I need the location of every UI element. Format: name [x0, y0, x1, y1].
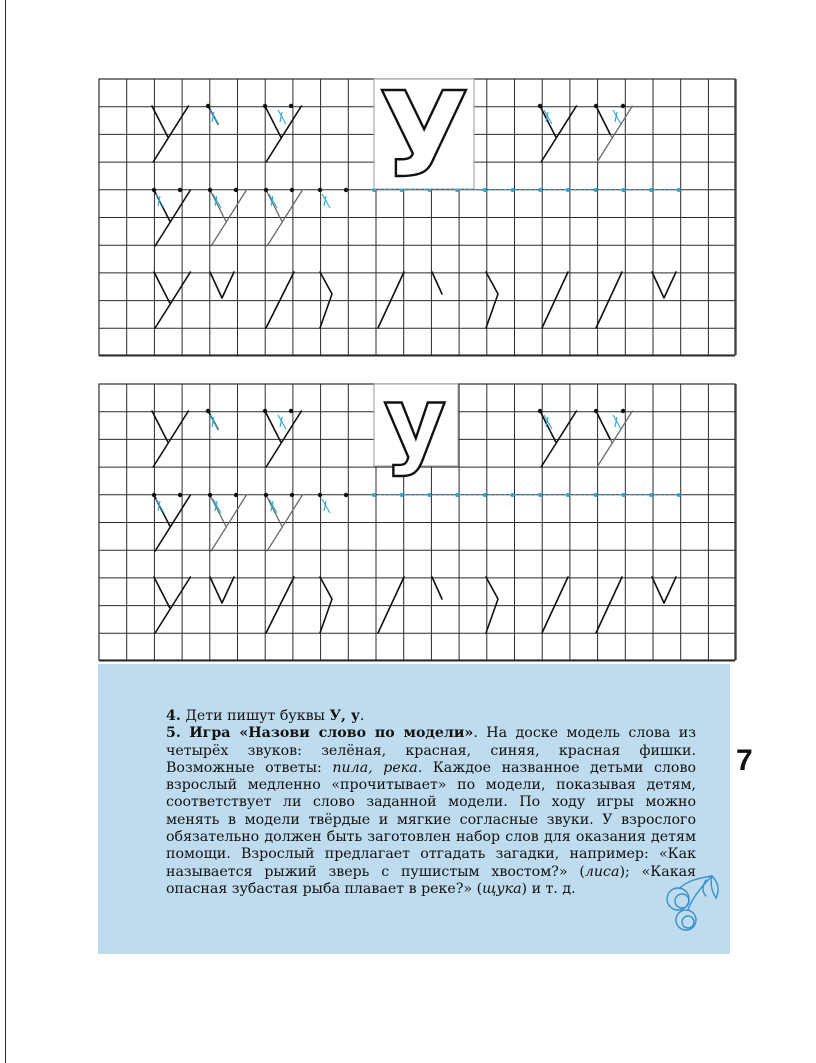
- direction-arrow: [269, 194, 277, 208]
- page-number: 7: [736, 744, 753, 777]
- direction-arrow: [156, 499, 164, 513]
- start-dot: [318, 493, 322, 497]
- start-dot: [263, 104, 267, 108]
- direction-arrow: [210, 415, 218, 429]
- writing-grid-uppercase: [98, 78, 738, 358]
- element-trace: [432, 272, 442, 294]
- element-trace: [652, 577, 676, 603]
- element-trace: [378, 272, 404, 328]
- start-dot: [264, 188, 268, 192]
- start-dot: [289, 409, 293, 413]
- direction-arrow: [322, 499, 330, 513]
- model-letter-uppercase: У: [378, 78, 470, 204]
- element-trace: [378, 577, 404, 633]
- item-text: ); «Какая опасная зубастая рыба плавает в реке?» (: [166, 863, 696, 897]
- start-dot: [178, 493, 182, 497]
- start-dot: [206, 104, 210, 108]
- start-dot: [264, 493, 268, 497]
- element-trace: [486, 577, 498, 633]
- start-dot: [178, 188, 182, 192]
- start-dot: [290, 188, 294, 192]
- start-dot: [318, 188, 322, 192]
- direction-arrow: [213, 499, 221, 513]
- element-trace: [596, 577, 622, 633]
- item-end: .: [359, 708, 365, 724]
- start-dot: [234, 493, 238, 497]
- element-trace: [486, 272, 498, 328]
- cherry-icon: [662, 872, 724, 934]
- start-dot: [621, 409, 625, 413]
- writing-grid-lowercase: [98, 383, 738, 663]
- start-dot: [208, 493, 212, 497]
- item-text: Дети пишут буквы: [185, 708, 330, 724]
- element-trace: [266, 272, 294, 328]
- answer-words: пила, река: [332, 759, 418, 776]
- direction-arrow: [613, 110, 621, 124]
- teacher-note-panel: [98, 664, 730, 954]
- start-dot: [289, 104, 293, 108]
- item-letters: У, у: [329, 708, 360, 724]
- teacher-note-text: [166, 708, 696, 898]
- element-trace: [266, 577, 294, 633]
- element-trace: [596, 272, 622, 328]
- letter-trace: [154, 272, 190, 328]
- start-dot: [538, 409, 542, 413]
- item-number: 4.: [166, 708, 181, 724]
- start-dot: [344, 493, 348, 497]
- item-text: ) и т. д.: [521, 880, 576, 897]
- element-trace: [320, 272, 332, 328]
- start-dot: [234, 188, 238, 192]
- note-item-5: [166, 725, 696, 898]
- note-item-4: [166, 708, 696, 725]
- start-dot: [152, 188, 156, 192]
- start-dot: [206, 409, 210, 413]
- element-trace: [210, 577, 234, 603]
- element-trace: [652, 272, 676, 298]
- guide-dot: [511, 493, 515, 497]
- start-dot: [594, 409, 598, 413]
- element-trace: [320, 577, 332, 633]
- riddle-answer: лиса: [584, 863, 620, 880]
- guide-dot: [511, 188, 515, 192]
- start-dot: [344, 188, 348, 192]
- element-trace: [432, 577, 442, 599]
- start-dot: [290, 493, 294, 497]
- model-letter-lowercase: у: [383, 383, 447, 478]
- item-text: . На доске модель слова из четырёх звуков: зелёная, красная, синяя, красная фишки. Возможные ответы:: [166, 725, 696, 776]
- start-dot: [263, 409, 267, 413]
- page-edge: [5, 0, 6, 1063]
- start-dot: [208, 188, 212, 192]
- start-dot: [538, 104, 542, 108]
- direction-arrow: [278, 110, 286, 124]
- item-number: 5.: [166, 725, 181, 742]
- start-dot: [152, 493, 156, 497]
- game-title: Игра «Назови слово по модели»: [189, 725, 474, 742]
- element-trace: [542, 272, 568, 328]
- direction-arrow: [322, 194, 330, 208]
- direction-arrow: [269, 499, 277, 513]
- direction-arrow: [613, 415, 621, 429]
- direction-arrow: [210, 110, 218, 124]
- element-trace: [542, 577, 568, 633]
- direction-arrow: [278, 415, 286, 429]
- letter-trace: [154, 577, 190, 633]
- direction-arrow: [213, 194, 221, 208]
- start-dot: [594, 104, 598, 108]
- start-dot: [621, 104, 625, 108]
- item-text: . Каждое названное детьми слово взрослый медленно «прочитывает» по модели, показывая детям, соответствует ли слово заданной модели. По ходу игры можно менять в модели твёрдые и мягкие согласные звуки. У взрослого обязательно должен быть заготовлен набор слов для оказания детям помощи. Взрослый предлагает отгадать загадки, например: «Как называется рыжий зверь с пушистым хвостом?» (: [166, 759, 696, 880]
- element-trace: [210, 272, 234, 298]
- direction-arrow: [156, 194, 164, 208]
- riddle-answer: щука: [482, 880, 522, 897]
